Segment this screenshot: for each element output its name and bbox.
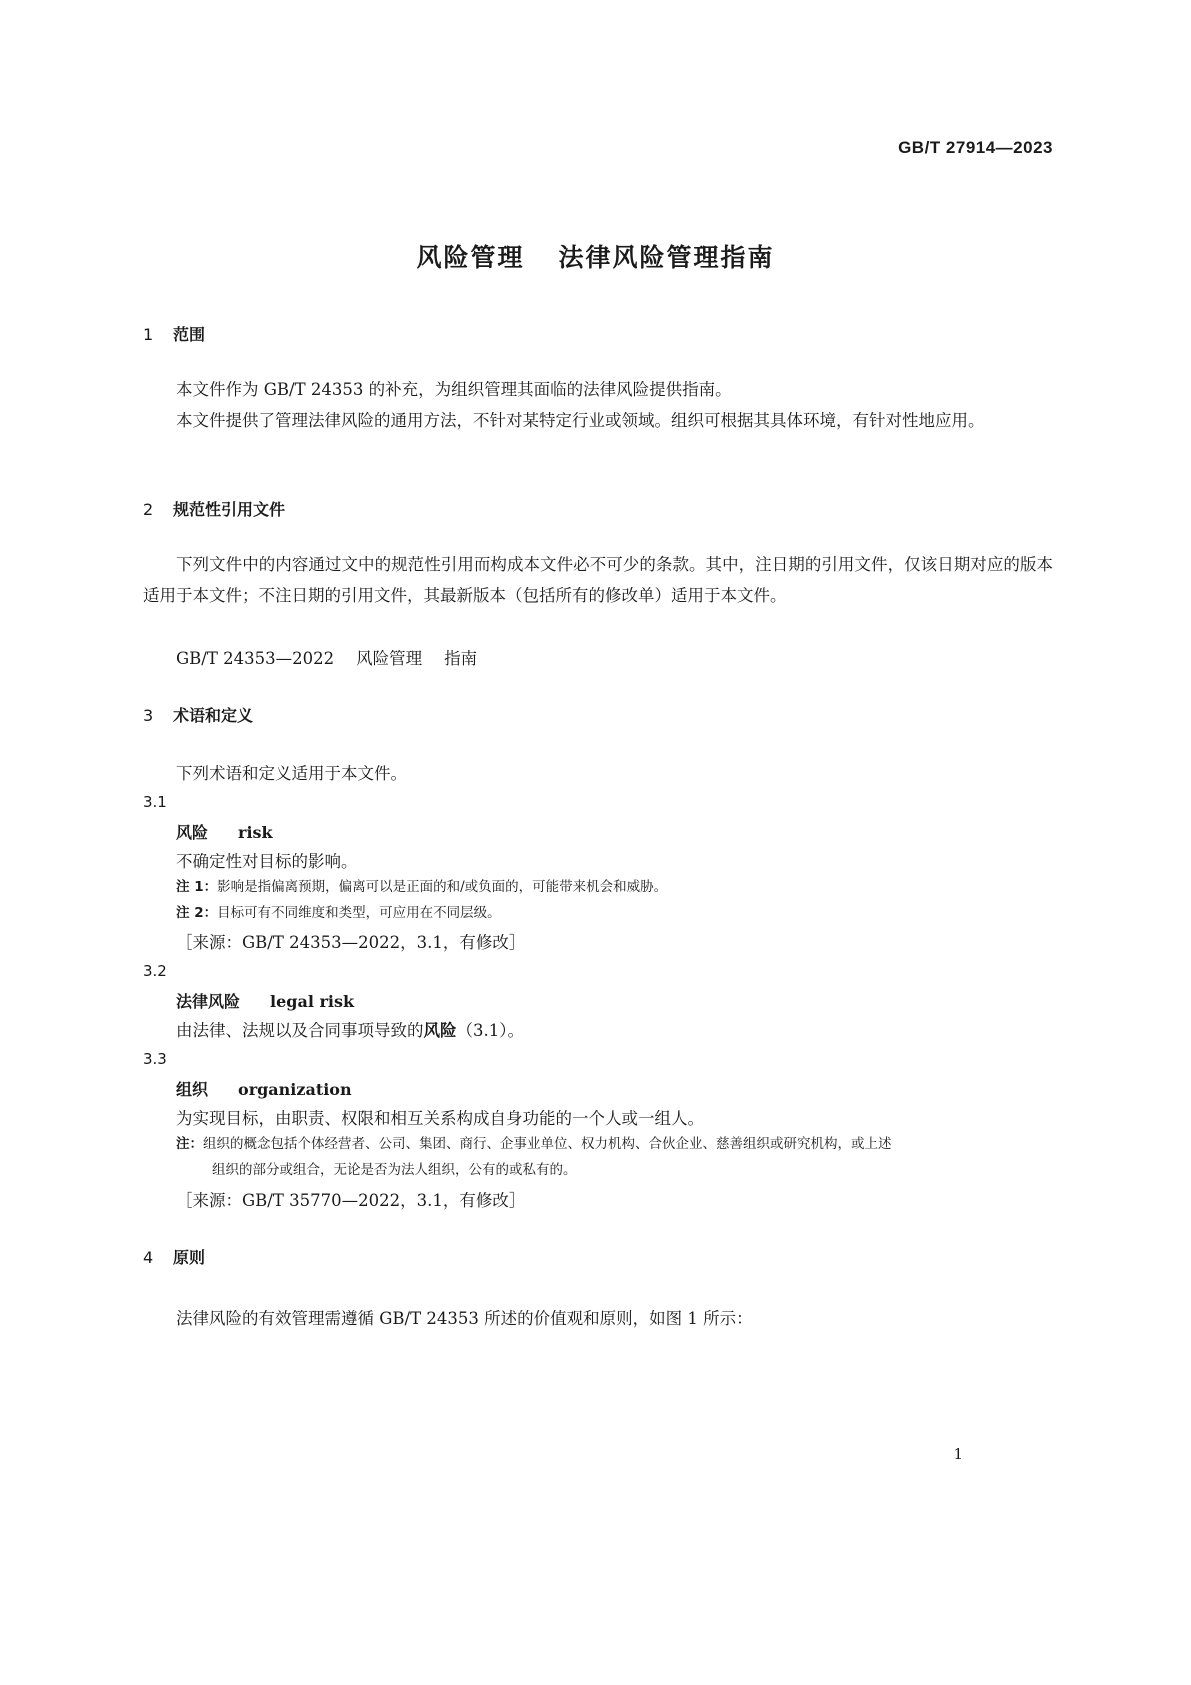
note-text-line-2: 组织的部分或组合，无论是否为法人组织，公有的或私有的。 bbox=[212, 1162, 577, 1178]
section-number: 4 bbox=[143, 1248, 154, 1267]
document-title bbox=[0, 238, 1191, 274]
section-4-heading bbox=[143, 1245, 205, 1268]
title-part-2: 法律风险管理指南 bbox=[558, 243, 775, 272]
term-en: legal risk bbox=[270, 992, 355, 1011]
cross-reference-term: 风险 bbox=[423, 1021, 457, 1040]
term-note-2 bbox=[176, 900, 1056, 926]
page-number: 1 bbox=[953, 1445, 963, 1463]
section-2-heading bbox=[143, 497, 285, 520]
title-part-1: 风险管理 bbox=[416, 243, 525, 272]
term-zh: 组织 bbox=[176, 1080, 209, 1099]
note-label: 注 1： bbox=[176, 879, 218, 895]
section-4-paragraph: 法律风险的有效管理需遵循 GB/T 24353 所述的价值观和原则，如图 1 所示： bbox=[176, 1309, 753, 1328]
term-zh: 风险 bbox=[176, 823, 209, 842]
term-en: organization bbox=[238, 1080, 352, 1099]
term-number: 3.1 bbox=[143, 793, 167, 811]
section-3-intro: 下列术语和定义适用于本文件。 bbox=[176, 764, 407, 783]
term-number: 3.2 bbox=[143, 962, 167, 980]
section-1-heading bbox=[143, 322, 205, 345]
reference-code: GB/T 24353—2022 bbox=[176, 649, 335, 668]
term-note bbox=[176, 1131, 1056, 1183]
term-number: 3.3 bbox=[143, 1050, 167, 1068]
term-source: ［来源：GB/T 24353—2022，3.1，有修改］ bbox=[176, 933, 526, 952]
section-title: 规范性引用文件 bbox=[173, 500, 286, 519]
reference-title-2: 指南 bbox=[444, 649, 478, 668]
section-3-heading bbox=[143, 703, 253, 726]
term-zh: 法律风险 bbox=[176, 992, 241, 1011]
section-number: 3 bbox=[143, 706, 154, 725]
term-source: ［来源：GB/T 35770—2022，3.1，有修改］ bbox=[176, 1191, 526, 1210]
section-number: 2 bbox=[143, 500, 154, 519]
definition-text-end: （3.1）。 bbox=[456, 1021, 524, 1040]
term-definition bbox=[176, 1017, 524, 1041]
term-heading bbox=[176, 989, 354, 1012]
term-note-1 bbox=[176, 874, 1056, 900]
section-number: 1 bbox=[143, 325, 154, 344]
term-definition: 不确定性对目标的影响。 bbox=[176, 852, 358, 871]
reference-title-1: 风险管理 bbox=[356, 649, 423, 668]
note-text: 目标可有不同维度和类型，可应用在不同层级。 bbox=[217, 905, 501, 921]
section-1-paragraph-2: 本文件提供了管理法律风险的通用方法，不针对某特定行业或领域。组织可根据其具体环境，有针对性地应用。 bbox=[176, 411, 985, 430]
term-heading bbox=[176, 1077, 352, 1100]
definition-text: 由法律、法规以及合同事项导致的 bbox=[176, 1021, 424, 1040]
term-heading bbox=[176, 820, 273, 843]
standard-code: GB/T 27914—2023 bbox=[898, 138, 1053, 157]
note-text-line-1: 组织的概念包括个体经营者、公司、集团、商行、企事业单位、权力机构、合伙企业、慈善组织或研究机构，或上述 bbox=[203, 1136, 892, 1152]
note-label: 注： bbox=[176, 1136, 203, 1152]
section-title: 范围 bbox=[173, 325, 206, 344]
normative-reference bbox=[176, 645, 477, 669]
section-title: 术语和定义 bbox=[173, 706, 254, 725]
section-title: 原则 bbox=[173, 1248, 206, 1267]
section-1-paragraph-1: 本文件作为 GB/T 24353 的补充，为组织管理其面临的法律风险提供指南。 bbox=[176, 380, 732, 399]
note-label: 注 2： bbox=[176, 905, 218, 921]
term-en: risk bbox=[238, 823, 273, 842]
section-2-paragraph: 下列文件中的内容通过文中的规范性引用而构成本文件必不可少的条款。其中，注日期的引用文件，仅该日期对应的版本适用于本文件；不注日期的引用文件，其最新版本（包括所有的修改单）适用于本文件。 bbox=[143, 555, 1053, 605]
term-definition: 为实现目标，由职责、权限和相互关系构成自身功能的一个人或一组人。 bbox=[176, 1109, 704, 1128]
note-text: 影响是指偏离预期，偏离可以是正面的和/或负面的，可能带来机会和威胁。 bbox=[217, 879, 668, 895]
